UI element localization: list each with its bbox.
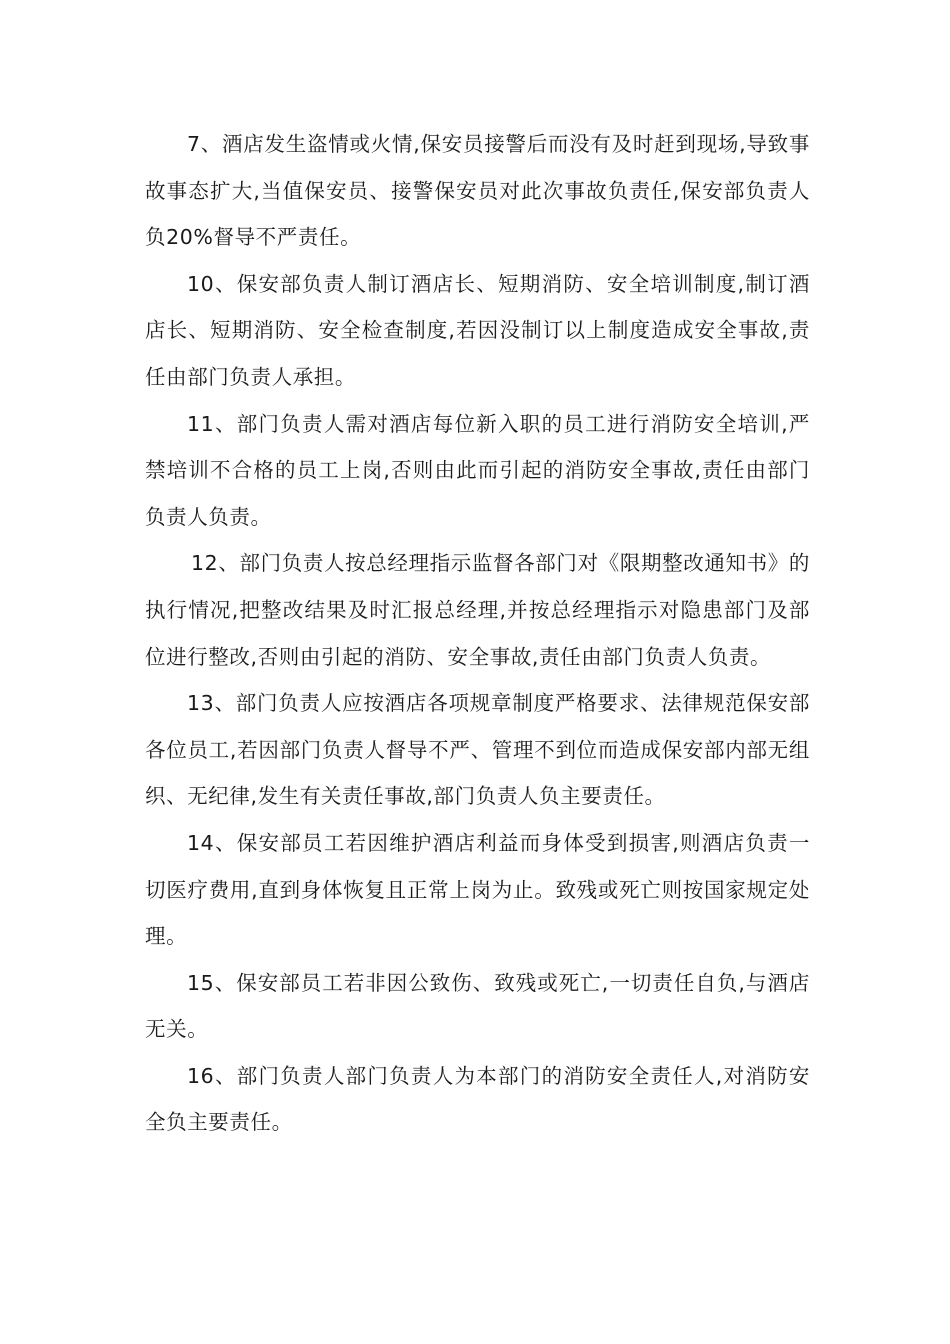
paragraph-item-14: 14、保安部员工若因维护酒店利益而身体受到损害,则酒店负责一切医疗费用,直到身体恢复且正常上岗为止。致残或死亡则按国家规定处理。 [145,830,810,949]
paragraph-item-11: 11、部门负责人需对酒店每位新入职的员工进行消防安全培训,严禁培训不合格的员工上岗,否则由此而引起的消防安全事故,责任由部门负责人负责。 [145,411,810,529]
paragraph-item-12: 12、部门负责人按总经理指示监督各部门对《限期整改通知书》的执行情况,把整改结果及时汇报总经理,并按总经理指示对隐患部门及部位进行整改,否则由引起的消防、安全事故,责任由部门负责人负责。 [145,551,810,669]
paragraph-item-15: 15、保安部员工若非因公致伤、致残或死亡,一切责任自负,与酒店无关。 [145,970,810,1042]
paragraph-item-13: 13、部门负责人应按酒店各项规章制度严格要求、法律规范保安部各位员工,若因部门负责人督导不严、管理不到位而造成保安部内部无组织、无纪律,发生有关责任事故,部门负责人负主要责任。 [145,691,810,809]
paragraph-item-10: 10、保安部负责人制订酒店长、短期消防、安全培训制度,制订酒店长、短期消防、安全检查制度,若因没制订以上制度造成安全事故,责任由部门负责人承担。 [145,271,810,389]
document-body [145,121,810,1146]
paragraph-item-7: 7、酒店发生盗情或火情,保安员接警后而没有及时赶到现场,导致事故事态扩大,当值保安员、接警保安员对此次事故负责任,保安部负责人负20%督导不严责任。 [145,132,810,250]
paragraph-item-16: 16、部门负责人部门负责人为本部门的消防安全责任人,对消防安全负主要责任。 [145,1063,810,1135]
